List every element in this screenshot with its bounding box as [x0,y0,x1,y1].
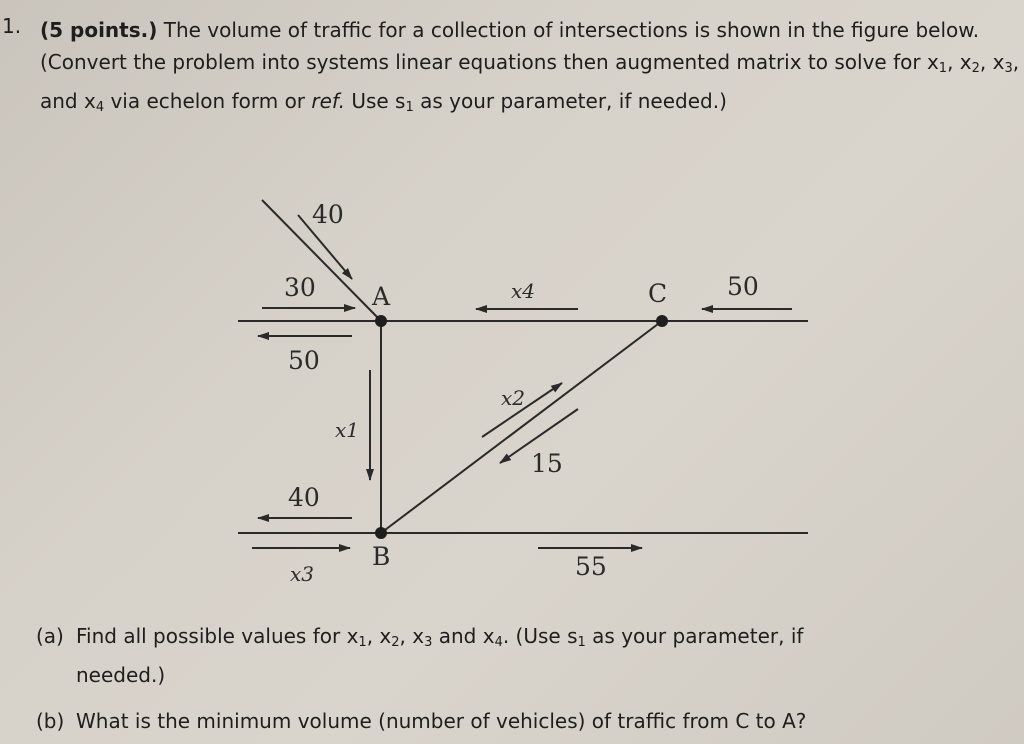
part-b [36,705,996,737]
node-label-B: B [372,542,391,571]
part-b-label: (b) [36,709,65,733]
question-points: (5 points.) [40,18,158,42]
var-x1: x1 [335,418,360,442]
var-x3: x3 [290,562,315,586]
part-a-line2: needed.) [76,663,166,687]
node-label-A: A [372,282,391,311]
node-B [375,527,387,539]
part-a: (a) Find all possible values for $x_1$, $x_2$, $x_3$ and $x_4$. (Use $s_1$ as your parameter, if needed.) [36,620,996,691]
part-a-label: (a) [36,624,64,648]
question-text: (5 points.) The volume of traffic for a collection of intersections is shown in the figure below. (Convert the problem into systems linear equations then augmented matrix to solve for $x_1$, $x_2$, $x_3$, and $x_4$ via echelon form or ref. Use $s_1$ as your parameter, if needed.) [40,18,1020,115]
flow-50-right: 50 [727,272,759,301]
flow-55: 55 [575,552,607,581]
flow-30: 30 [284,273,316,302]
var-x2: x2 [501,386,526,410]
flow-40-left: 40 [288,483,320,512]
ref-term: ref. [311,89,345,113]
var-x4: x4 [511,279,536,303]
flow-15: 15 [531,449,563,478]
road-diagonal-BC [381,321,662,533]
node-A [375,315,387,327]
node-label-C: C [648,279,668,308]
part-b-text: What is the minimum volume (number of vehicles) of traffic from C to A? [76,709,807,733]
node-C [656,315,668,327]
question-number: 1. [2,14,22,38]
flow-50-left: 50 [288,346,320,375]
flow-40-top: 40 [312,200,344,229]
